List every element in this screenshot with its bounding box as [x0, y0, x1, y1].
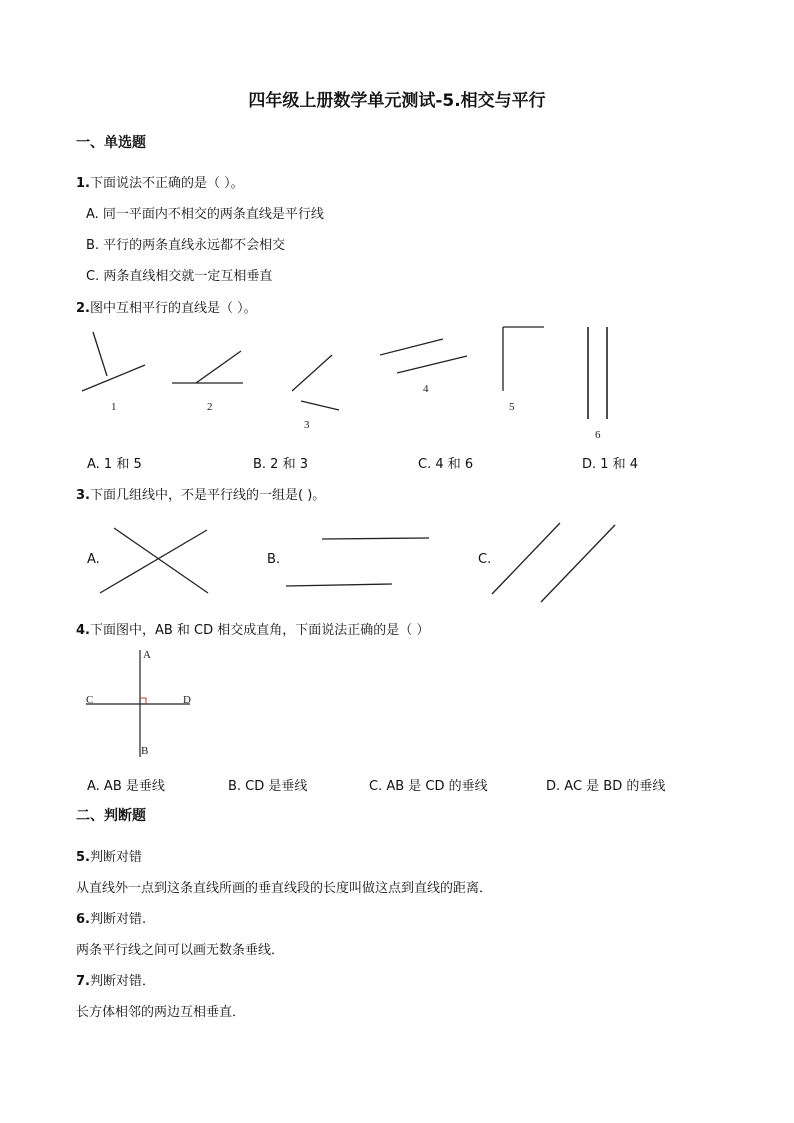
question-6 [76, 908, 146, 927]
q4-option-a: A. AB 是垂线 [87, 779, 165, 794]
q1-option-a: A. 同一平面内不相交的两条直线是平行线 [86, 207, 324, 222]
question-text: 下面说法不正确的是（ ）。 [89, 176, 244, 191]
question-number: 7. [76, 974, 90, 989]
q4-point-b: B [141, 745, 149, 757]
q2-figure-4 [380, 339, 467, 395]
q2-figure-6 [588, 327, 607, 441]
q1-option-b: B. 平行的两条直线永远都不会相交 [86, 238, 286, 253]
q4-option-c: C. AB 是 CD 的垂线 [369, 779, 488, 794]
section-heading-true-false: 二、判断题 [76, 808, 146, 824]
question-number: 5. [76, 850, 90, 865]
right-angle-mark [140, 698, 146, 704]
q2-option-c: C. 4 和 6 [418, 457, 474, 472]
question-number: 1. [76, 176, 90, 191]
question-text: 下面图中，AB 和 CD 相交成直角，下面说法正确的是（ ） [89, 623, 430, 638]
question-text: 图中互相平行的直线是（ ）。 [89, 301, 257, 316]
q2-label-6: 6 [595, 429, 601, 441]
section-heading-single-choice: 一、单选题 [76, 135, 146, 151]
question-text: 判断对错． [89, 974, 155, 989]
q2-option-d: D. 1 和 4 [582, 457, 639, 472]
q2-figure-3 [292, 355, 339, 431]
question-text: 判断对错. [89, 912, 147, 927]
q3-label-b: B. [267, 552, 281, 567]
q3-figure-c [492, 523, 615, 602]
q2-figure-5 [503, 327, 544, 413]
q4-option-d: D. AC 是 BD 的垂线 [546, 779, 666, 794]
question-number: 6. [76, 912, 90, 927]
question-number: 4. [76, 623, 90, 638]
q2-label-5: 5 [509, 401, 515, 413]
q3-figure-b [286, 538, 429, 586]
q2-label-3: 3 [304, 419, 310, 431]
q3-label-c: C. [478, 552, 492, 567]
question-7 [76, 970, 155, 989]
q2-label-1: 1 [111, 401, 117, 413]
q6-statement: 两条平行线之间可以画无数条垂线． [76, 943, 285, 958]
q2-label-2: 2 [207, 401, 213, 413]
q4-figure [86, 649, 191, 757]
q4-point-c: C [86, 694, 94, 706]
q2-label-4: 4 [423, 383, 429, 395]
q2-figure-1 [82, 332, 145, 413]
q2-option-b: B. 2 和 3 [253, 457, 308, 472]
q3-figure-a [100, 528, 208, 593]
q4-option-b: B. CD 是垂线 [228, 779, 308, 794]
q4-point-d: D [183, 694, 191, 706]
q7-statement: 长方体相邻的两边互相垂直． [76, 1005, 246, 1020]
question-number: 3. [76, 488, 90, 503]
question-3 [76, 484, 325, 503]
q3-label-a: A. [87, 552, 100, 567]
q1-option-c: C. 两条直线相交就一定互相垂直 [86, 269, 273, 284]
question-5 [76, 846, 142, 865]
q2-option-a: A. 1 和 5 [87, 457, 142, 472]
q2-figure-2 [172, 351, 243, 413]
q5-statement: 从直线外一点到这条直线所画的垂直线段的长度叫做这点到直线的距离． [76, 881, 493, 896]
question-text: 下面几组线中，不是平行线的一组是( )。 [89, 488, 326, 503]
question-number: 2. [76, 301, 90, 316]
question-4 [76, 619, 429, 638]
page-title: 四年级上册数学单元测试-5.相交与平行 [248, 91, 546, 111]
q4-point-a: A [143, 649, 151, 661]
question-text: 判断对错 [89, 850, 142, 865]
